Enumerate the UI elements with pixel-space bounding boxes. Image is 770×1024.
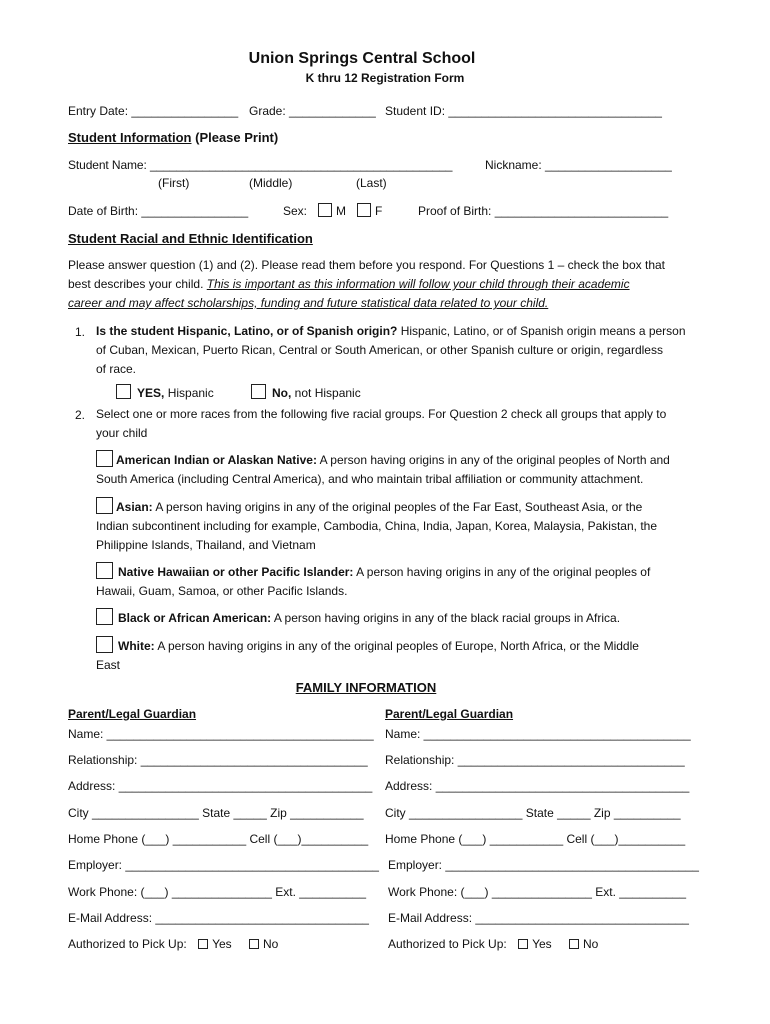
guardian-2-city-state-zip[interactable]: City _________________ State _____ Zip __________ <box>385 806 681 820</box>
race-checkbox[interactable] <box>96 608 113 625</box>
pickup-no-label: No <box>583 937 599 951</box>
not-hispanic-checkbox[interactable] <box>251 384 266 399</box>
q1-line-2: of Cuban, Mexican, Puerto Rican, Central or South American, or other Spanish culture or origin, regardless <box>96 343 663 357</box>
race-label: Asian: <box>116 500 153 514</box>
guardian-1-work-phone[interactable]: Work Phone: (___) _______________ Ext. __________ <box>68 885 367 899</box>
race-option-native-hawaiian[interactable] <box>96 562 716 601</box>
yes-hispanic-label: YES, <box>137 386 165 400</box>
guardian-2-employer[interactable]: Employer: ______________________________________ <box>388 858 699 872</box>
sex-f-checkbox[interactable] <box>357 203 371 217</box>
guardian-2-address[interactable]: Address: ______________________________________ <box>385 779 690 793</box>
race-line-2: Hawaii, Guam, Samoa, or other Pacific Islands. <box>96 584 348 598</box>
student-id-field[interactable]: Student ID: ________________________________ <box>385 104 662 118</box>
q1-question: Is the student Hispanic, Latino, or of Spanish origin? <box>96 324 398 338</box>
guardian-2-relationship[interactable]: Relationship: __________________________________ <box>385 753 685 767</box>
racial-intro <box>68 256 708 313</box>
entry-date-field[interactable]: Entry Date: ________________ <box>68 104 239 118</box>
family-heading: FAMILY INFORMATION <box>295 680 437 695</box>
race-line-1 <box>96 608 716 628</box>
race-desc: A person having origins in any of the original peoples of the Far East, Southeast Asia, or the <box>152 500 643 514</box>
q1-line-1 <box>96 322 716 341</box>
pickup-no-option[interactable] <box>249 937 278 951</box>
guardian-1-home-cell-phone[interactable]: Home Phone (___) ___________ Cell (___)__________ <box>68 832 369 846</box>
last-name-label: (Last) <box>356 176 387 190</box>
first-name-label: (First) <box>158 176 190 190</box>
race-line-1 <box>96 636 716 656</box>
proof-of-birth-field[interactable]: Proof of Birth: __________________________ <box>418 204 669 218</box>
sex-label: Sex: <box>283 204 308 218</box>
dob-field[interactable]: Date of Birth: ________________ <box>68 204 249 218</box>
pickup-yes-label: Yes <box>532 937 552 951</box>
race-line-2: Indian subcontinent including for example, Cambodia, China, India, Japan, Korea, Malaysia, Pakistan, the <box>96 519 657 533</box>
race-label: American Indian or Alaskan Native: <box>116 453 317 467</box>
pickup-yes-option[interactable] <box>518 937 552 951</box>
race-line-2: South America (including Central America), and who maintain tribal affiliation or community attachment. <box>96 472 644 486</box>
race-line-3: Philippine Islands, Thailand, and Vietnam <box>96 538 316 552</box>
q1-number: 1. <box>75 325 86 339</box>
pickup-no-option[interactable] <box>569 937 598 951</box>
guardian-1-email[interactable]: E-Mail Address: ________________________________ <box>68 911 369 925</box>
guardian-2-pickup <box>388 937 598 951</box>
sex-m-option[interactable] <box>318 203 346 218</box>
grade-field[interactable]: Grade: _____________ <box>249 104 376 118</box>
pickup-no-checkbox[interactable] <box>249 939 259 949</box>
guardian-1-title: Parent/Legal Guardian <box>68 707 197 721</box>
form-title: K thru 12 Registration Form <box>305 71 465 85</box>
sex-m-checkbox[interactable] <box>318 203 332 217</box>
race-label: White: <box>118 639 155 653</box>
guardian-2-name[interactable]: Name: ________________________________________ <box>385 727 691 741</box>
yes-hispanic-option[interactable] <box>116 384 214 400</box>
intro-line-2b: This is important as this information will follow your child through their academic <box>206 277 630 291</box>
racial-heading: Student Racial and Ethnic Identification <box>68 231 313 246</box>
race-checkbox[interactable] <box>96 450 113 467</box>
q1-text <box>96 322 716 379</box>
nickname-field[interactable]: Nickname: ___________________ <box>485 158 672 172</box>
guardian-1-employer[interactable]: Employer: ______________________________________ <box>68 858 379 872</box>
pickup-yes-option[interactable] <box>198 937 232 951</box>
q1-line-3: of race. <box>96 362 137 376</box>
school-name: Union Springs Central School <box>248 50 476 67</box>
not-hispanic-rest: not Hispanic <box>291 386 361 400</box>
race-option-black[interactable] <box>96 608 716 628</box>
not-hispanic-label: No, <box>272 386 292 400</box>
student-info-heading <box>68 130 278 145</box>
race-option-american-indian[interactable] <box>96 450 716 489</box>
race-desc: A person having origins in any of the black racial groups in Africa. <box>271 611 621 625</box>
q2-number: 2. <box>75 408 86 422</box>
intro-line-3: career and may affect scholarships, funding and future statistical data related to your child. <box>68 296 549 310</box>
yes-hispanic-rest: Hispanic <box>164 386 214 400</box>
race-checkbox[interactable] <box>96 636 113 653</box>
intro-line-2a: best describes your child. <box>68 277 207 291</box>
q1-question-rest: Hispanic, Latino, or of Spanish origin means a person <box>397 324 686 338</box>
race-option-asian[interactable] <box>96 497 716 555</box>
race-label: Black or African American: <box>118 611 272 625</box>
race-label: Native Hawaiian or other Pacific Islander: <box>118 565 354 579</box>
pickup-yes-checkbox[interactable] <box>518 939 528 949</box>
race-checkbox[interactable] <box>96 497 113 514</box>
race-desc: A person having origins in any of the original peoples of North and <box>316 453 670 467</box>
student-name-field[interactable]: Student Name: ______________________________________________ <box>68 158 453 172</box>
q2-line-2: your child <box>96 426 148 440</box>
intro-line-1: Please answer question (1) and (2). Please read them before you respond. For Questions 1 – check the box that <box>68 258 666 272</box>
guardian-2-work-phone[interactable]: Work Phone: (___) _______________ Ext. __________ <box>388 885 687 899</box>
guardian-2-email[interactable]: E-Mail Address: ________________________________ <box>388 911 689 925</box>
q2-text <box>96 405 716 443</box>
q2-line-1: Select one or more races from the following five racial groups. For Question 2 check all groups that apply to <box>96 407 667 421</box>
guardian-2-home-cell-phone[interactable]: Home Phone (___) ___________ Cell (___)__________ <box>385 832 686 846</box>
guardian-2-title: Parent/Legal Guardian <box>385 707 514 721</box>
pickup-no-checkbox[interactable] <box>569 939 579 949</box>
not-hispanic-option[interactable] <box>251 384 361 400</box>
guardian-1-name[interactable]: Name: ________________________________________ <box>68 727 374 741</box>
race-desc: A person having origins in any of the original peoples of <box>353 565 651 579</box>
pickup-no-label: No <box>263 937 279 951</box>
race-line-1 <box>96 562 716 582</box>
guardian-1-address[interactable]: Address: ______________________________________ <box>68 779 373 793</box>
race-line-1 <box>96 450 716 470</box>
guardian-1-city-state-zip[interactable]: City ________________ State _____ Zip ___________ <box>68 806 364 820</box>
guardian-1-relationship[interactable]: Relationship: __________________________________ <box>68 753 368 767</box>
middle-name-label: (Middle) <box>249 176 293 190</box>
guardian-1-pickup <box>68 937 278 951</box>
race-option-white[interactable] <box>96 636 716 675</box>
student-info-suffix: (Please Print) <box>191 130 279 145</box>
race-line-2: East <box>96 658 121 672</box>
pickup-label: Authorized to Pick Up: <box>388 937 507 951</box>
sex-f-label: F <box>375 204 383 218</box>
sex-m-label: M <box>336 204 346 218</box>
pickup-label: Authorized to Pick Up: <box>68 937 187 951</box>
intro-line-2 <box>68 275 708 294</box>
race-desc: A person having origins in any of the original peoples of Europe, North Africa, or the Middle <box>154 639 639 653</box>
student-info-title: Student Information <box>68 130 192 145</box>
pickup-yes-label: Yes <box>212 937 232 951</box>
pickup-yes-checkbox[interactable] <box>198 939 208 949</box>
race-line-1 <box>96 497 716 517</box>
sex-f-option[interactable] <box>357 203 382 218</box>
yes-hispanic-checkbox[interactable] <box>116 384 131 399</box>
race-checkbox[interactable] <box>96 562 113 579</box>
